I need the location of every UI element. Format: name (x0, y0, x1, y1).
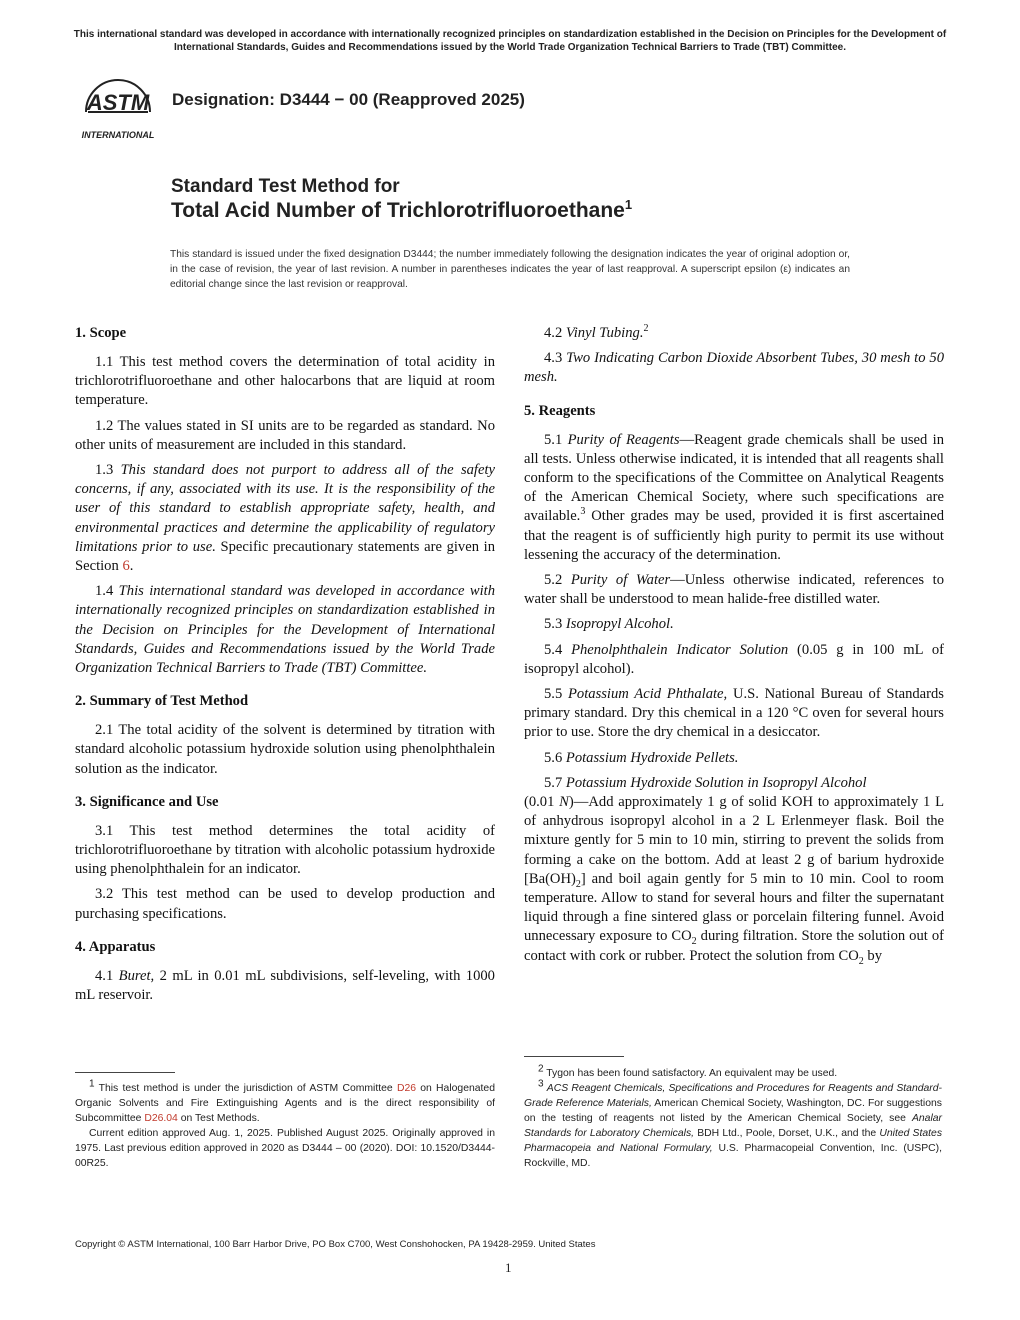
subscript: 2 (575, 878, 581, 890)
para-italic: Isopropyl Alcohol. (565, 616, 674, 633)
footnote-italic: Analar Standards for Laboratory Chemicals, (524, 1113, 942, 1139)
para-num: 4.3 (544, 350, 563, 367)
normality-symbol: N (559, 794, 569, 811)
page-number: 1 (505, 1260, 512, 1275)
left-column (75, 324, 495, 1011)
para-italic: Two Indicating Carbon Dioxide Absorbent Tubes, 30 mesh to 50 mesh. (524, 350, 945, 386)
para-num: 5.1 (544, 431, 563, 448)
para-num: 5.6 (544, 749, 563, 766)
footnote-text: American Chemical Society, Washington, DC. For suggestions on the testing of reagents not listed by the American Chemical Society, see (524, 1098, 942, 1124)
para-italic: Purity of Water (570, 572, 671, 589)
para-italic: Potassium Hydroxide Solution in Isopropyl Alcohol (565, 774, 867, 791)
title-text: Total Acid Number of Trichlorotrifluoroethane (171, 199, 625, 222)
para-text: during filtration. Store the solution out of contact with cork or rubber. Protect the solution from CO (524, 928, 944, 964)
footnotes-right (524, 1063, 943, 1171)
footnote-italic: United States Pharmacopeia and National Formulary, (524, 1128, 943, 1154)
footnote-num: 1 (89, 1078, 95, 1090)
para-italic: Purity of Reagents (567, 431, 680, 448)
para-text: )—Add approximately 1 g of solid KOH to approximately 1 L of anhydrous isopropyl alcohol in a 2 L Erlenmeyer flask. Boil the mixture gently for 5 min to 10 min, stirring to prevent the solids from forming a cake on the bottom. Add at least 2 g of barium hydroxide [Ba(OH) (524, 794, 944, 887)
footnote-1 (75, 1078, 495, 1171)
title-line-2 (171, 199, 632, 223)
safety-caveat: This standard does not purport to address all of the safety concerns, if any, associated with its use. It is the responsibility of the user of this standard to establish appropriate safety, health, and environmental practices and determine the applicability of regulatory limitations prior to use. (75, 462, 495, 555)
issue-note: This standard is issued under the fixed designation D3444; the number immediately following the designation indicates the year of original adoption or, in the case of revision, the year of last revision. A number in parentheses indicates the year of last reapproval. A superscript epsilon (ε) indicates an editorial change since the last revision or reapproval. (170, 249, 850, 290)
footnote-rule-right (524, 1056, 624, 1057)
para-text: ] and boil again gently for 5 min to 10 min. Cool to room temperature. Allow to stand for several hours and filter the supernatant liquid through a fine sintered glass or porcelain filtering funnel. Avoid unnecessary exposure to CO (524, 870, 944, 945)
subscript: 2 (691, 936, 697, 948)
logo-text: ASTM (86, 90, 150, 115)
paragraph-1-2: 1.2 The values stated in SI units are to be regarded as standard. No other units of measurement are included in this standard. (75, 417, 495, 453)
paragraph-4-3 (524, 349, 944, 387)
section-4-heading: 4. Apparatus (75, 938, 156, 955)
section-2-heading: 2. Summary of Test Method (75, 693, 249, 710)
para-italic: Potassium Hydroxide Pellets. (565, 749, 739, 766)
para-italic: Buret, (118, 967, 155, 984)
international-standard-note: This international standard was developed in accordance with internationally recognized principles on standardization established in the Decision on Principles for the Development of International Standards, Guides and Recommendations issued by the World Trade Organization Technical Barriers to Trade (TBT) Committee. (73, 29, 947, 53)
footnote-text: U.S. Pharmacopeial Convention, Inc. (USPC), Rockville, MD. (524, 1143, 943, 1169)
astm-logo (76, 72, 160, 144)
copyright-line: Copyright © ASTM International, 100 Barr Harbor Drive, PO Box C700, West Conshohocken, PA 19428-2959. United States (75, 1239, 596, 1250)
para-text: 2 mL in 0.01 mL subdivisions, self-leveling, with 1000 mL reservoir. (75, 967, 495, 1004)
designation: Designation: D3444 − 00 (Reapproved 2025) (172, 90, 525, 109)
para-italic: Vinyl Tubing. (565, 325, 644, 341)
paragraph-5-6 (524, 749, 944, 768)
title-line-1: Standard Test Method for (171, 176, 400, 197)
footnote-2 (524, 1063, 942, 1081)
paragraph-5-7 (524, 774, 944, 966)
para-num: 5.3 (544, 616, 563, 633)
paragraph-5-4 (524, 641, 944, 679)
para-text: U.S. National Bureau of Standards primary standard. Dry this chemical in a 120 °C oven for several hours prior to use. Store the dry chemical in a desiccator. (524, 686, 944, 741)
footnote-text: BDH Ltd., Poole, Dorset, U.K., and the (697, 1128, 877, 1139)
footnote-text: on Test Methods. (180, 1113, 260, 1124)
paragraph-3-1: 3.1 This test method determines the total acidity of trichlorotrifluoroethane by titration with alcoholic potassium hydroxide using phenolphthalein for an indicator. (75, 822, 495, 878)
paragraph-4-2 (524, 324, 944, 343)
footnote-ref-2[interactable]: 2 (643, 323, 649, 335)
paragraph-1-4 (75, 582, 495, 678)
para-num: 4.1 (95, 967, 114, 984)
title-footnote-ref[interactable]: 1 (624, 197, 633, 212)
section-3-heading: 3. Significance and Use (75, 793, 219, 810)
paragraph-5-1 (524, 431, 944, 565)
para-text: Other grades may be used, provided it is first ascertained that the reagent is of sufficiently high purity to permit its use without lessening the accuracy of the determination. (524, 508, 944, 563)
paragraph-1-3: 1.3 This standard does not purport to address all of the safety concerns, if any, associated with its use. It is the responsibility of the user of this standard to establish appropriate safety, health, and environmental practices and determine the applicability of regulatory limitations prior to use. Specific precautionary statements are given in Section 6. (75, 462, 495, 575)
paragraph-5-5 (524, 685, 944, 743)
footnote-text: on Halogenated Organic Solvents and Fire Extinguishing Agents and is the direct responsibility of Subcommittee (75, 1083, 495, 1124)
paragraph-1-1: 1.1 This test method covers the determination of total acidity in trichlorotrifluoroethane and other halocarbons that are liquid at room temperature. (75, 354, 495, 409)
para-num: 1.4 (95, 583, 114, 600)
para-num: 5.2 (544, 572, 563, 589)
para-text: by (863, 947, 883, 964)
footnote-italic: ACS Reagent Chemicals, Specifications and Procedures for Reagents and Standard-Grade Reference Materials, (524, 1083, 942, 1109)
footnote-text: This test method is under the jurisdiction of ASTM Committee (98, 1083, 393, 1094)
para-text: —Reagent grade chemicals shall be used in all tests. Unless otherwise indicated, it is intended that all reagents shall conform to the specifications of the Committee on Analytical Reagents of the American Chemical Society, where such specifications are available. (524, 431, 944, 525)
para-num: 4.2 (544, 325, 563, 341)
para-text: (0.05 g in 100 mL of isopropyl alcohol). (524, 641, 945, 677)
subscript: 2 (858, 955, 864, 967)
para-num: 5.5 (544, 686, 563, 703)
para-text: Specific precautionary statements are given in Section (75, 538, 495, 575)
footnote-rule-left (75, 1072, 175, 1073)
footnote-ref-3[interactable]: 3 (580, 506, 586, 518)
para-text: (0.01 (524, 794, 555, 811)
para-num: 5.7 (544, 774, 563, 791)
tbt-statement: This international standard was developed in accordance with internationally recognized principles on standardization established in the Decision on Principles for the Development of International Standards, Guides and Recommendations issued by the World Trade Organization Technical Barriers to Trade (TBT) Committee. (75, 583, 496, 677)
para-italic: Phenolphthalein Indicator Solution (571, 641, 789, 658)
footnote-num: 3 (538, 1078, 544, 1090)
paragraph-3-2: 3.2 This test method can be used to develop production and purchasing specifications. (75, 886, 495, 922)
footnote-num: 2 (538, 1063, 544, 1075)
paragraph-2-1: 2.1 The total acidity of the solvent is determined by titration with standard alcoholic potassium hydroxide solution using phenolphthalein solution as the indicator. (75, 722, 495, 777)
para-italic: Potassium Acid Phthalate, (568, 686, 728, 703)
paragraph-4-1 (75, 967, 495, 1005)
subcommittee-d26-04-link[interactable]: D26.04 (144, 1113, 178, 1124)
footnote-3 (524, 1078, 943, 1171)
right-column (524, 324, 944, 972)
section-5-heading: 5. Reagents (524, 402, 596, 419)
paragraph-5-2 (524, 571, 944, 609)
footnote-text: Tygon has been found satisfactory. An equivalent may be used. (546, 1068, 838, 1079)
section-1-heading: 1. Scope (75, 325, 127, 341)
paragraph-5-3 (524, 615, 944, 634)
footnote-edition-note: Current edition approved Aug. 1, 2025. Published August 2025. Originally approved in 1975. Last previous edition approved in 2020 as D3444 – 00 (2020). DOI: 10.1520/D3444-00R25. (75, 1128, 495, 1169)
logo-subtext: INTERNATIONAL (81, 130, 155, 140)
para-num: 5.4 (544, 641, 563, 658)
para-text: —Unless otherwise indicated, references to water shall be understood to mean halide-free distilled water. (524, 572, 944, 608)
para-num: 1.3 (95, 462, 114, 479)
section-6-link[interactable]: 6 (122, 558, 130, 575)
committee-d26-link[interactable]: D26 (396, 1083, 416, 1094)
